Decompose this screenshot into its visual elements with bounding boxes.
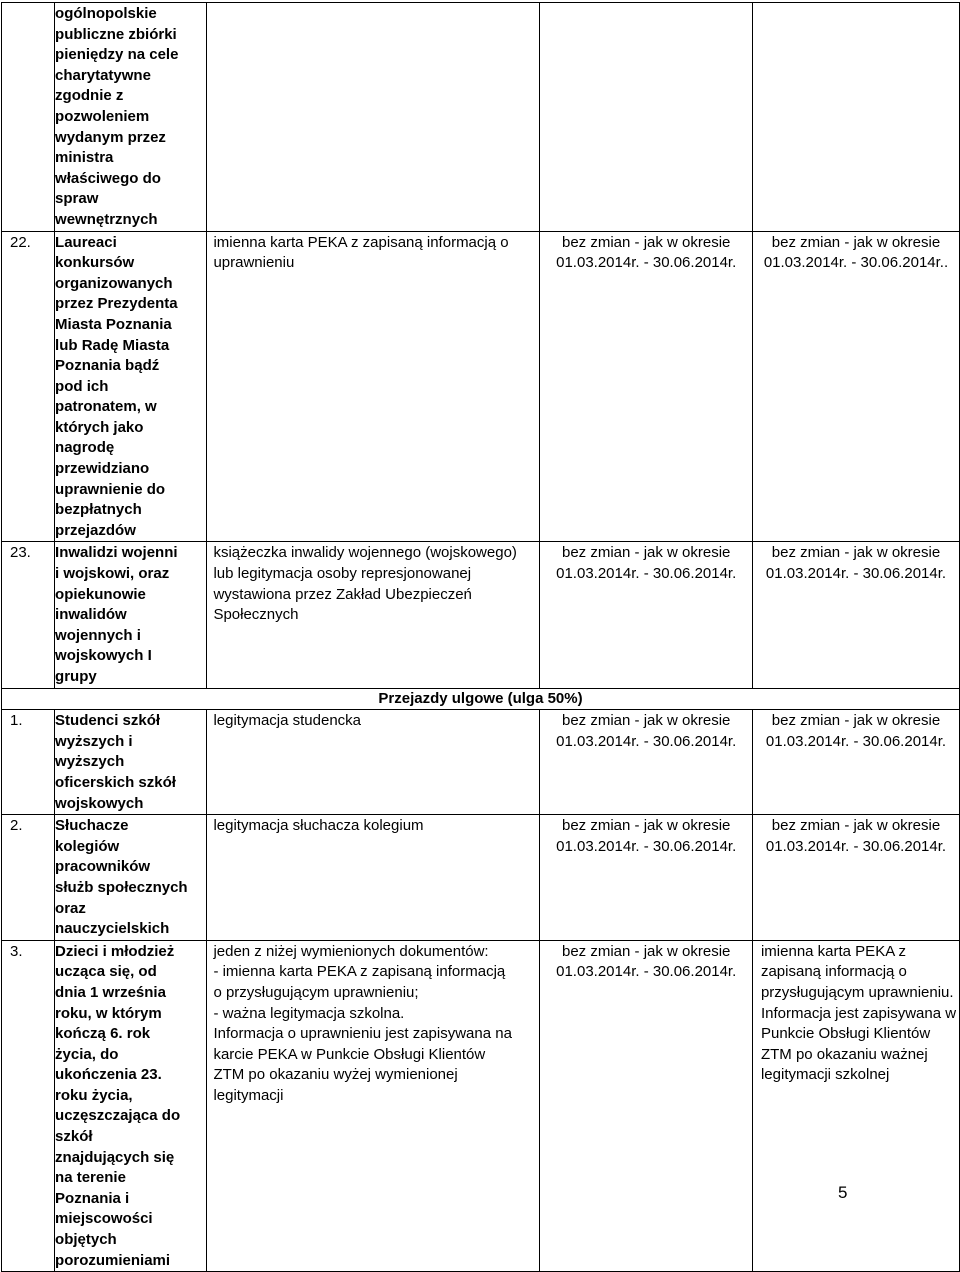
category-text: Laureaci konkursów organizowanych przez Prezydenta Miasta Poznania lub Radę Miasta Poznania bądź pod ich patronatem, w których jako nagrodę przewidziano uprawnienie do bezpłatnych przejazdów [55, 233, 178, 539]
table-row [2, 3, 960, 232]
period-cell [540, 710, 753, 815]
document-text: legitymacja słuchacza kolegium [213, 817, 424, 835]
category-cell [55, 3, 207, 232]
table-row [2, 940, 960, 1272]
category-text: Inwalidzi wojenni i wojskowi, oraz opiekunowie inwalidów wojennych i wojskowych I grupy [55, 544, 178, 685]
period2-text: imienna karta PEKA z zapisaną informacją o przysługującym uprawnieniu. Informacja jest zapisywana w Punkcie Obsługi Klientów ZTM po okazaniu ważnej legitymacji szkolnej [760, 942, 957, 1084]
page-number: 5 [838, 1183, 848, 1202]
row-number: 1. [2, 710, 55, 815]
document-text: książeczka inwalidy wojennego (wojskowego) lub legitymacja osoby represjonowanej wystawiona przez Zakład Ubezpieczeń Społecznych [213, 544, 517, 624]
section-title: Przejazdy ulgowe (ulga 50%) [2, 688, 960, 710]
category-text: Studenci szkół wyższych i wyższych oficerskich szkół wojskowych [55, 712, 176, 812]
category-text: ogólnopolskie publiczne zbiórki pieniędzy na cele charytatywne zgodnie z pozwoleniem wydanym przez ministra właściwego do spraw wewnętrznych [55, 5, 179, 228]
category-cell [55, 710, 207, 815]
row-number: 23. [2, 542, 55, 688]
document-text: imienna karta PEKA z zapisaną informacją o uprawnieniu [213, 233, 509, 272]
category-text: Dzieci i młodzież ucząca się, od dnia 1 września roku, w którym kończą 6. rok życia, do ukończenia 23. roku życia, uczęszczająca do szkół znajdujących się na terenie Poznania i miejscowości objętych porozumieniami [55, 942, 181, 1269]
period-text: bez zmian - jak w okresie 01.03.2014r. - 30.06.2014r. [556, 233, 737, 272]
period-cell [540, 940, 753, 1272]
period-cell [540, 815, 753, 941]
period2-text: bez zmian - jak w okresie 01.03.2014r. - 30.06.2014r.. [763, 233, 949, 272]
period-cell [540, 3, 753, 232]
row-number: 3. [2, 940, 55, 1272]
document-line: - ważna legitymacja szkolna. [213, 1004, 405, 1022]
period-text: bez zmian - jak w okresie 01.03.2014r. - 30.06.2014r. [556, 817, 737, 855]
period2-cell [752, 231, 959, 542]
period2-cell [752, 542, 959, 688]
document-cell [207, 815, 540, 941]
document-cell [207, 542, 540, 688]
document-cell [207, 710, 540, 815]
row-number [2, 3, 55, 232]
category-text: Słuchacze kolegiów pracowników służb społecznych oraz nauczycielskich [55, 817, 188, 938]
document-line: Informacja o uprawnieniu jest zapisywana na karcie PEKA w Punkcie Obsługi Klientów ZTM po okazaniu wyżej wymienionej legitymacji [213, 1025, 512, 1104]
document-cell [207, 3, 540, 232]
document-cell [207, 940, 540, 1272]
tariff-table [1, 2, 960, 1272]
period-cell [540, 542, 753, 688]
period-text: bez zmian - jak w okresie 01.03.2014r. - 30.06.2014r. [556, 942, 737, 981]
period-text: bez zmian - jak w okresie 01.03.2014r. - 30.06.2014r. [556, 712, 737, 750]
category-cell [55, 231, 207, 542]
period2-text: bez zmian - jak w okresie 01.03.2014r. - 30.06.2014r. [765, 712, 947, 750]
table-row [2, 542, 960, 688]
document-line: - imienna karta PEKA z zapisaną informacją o przysługującym uprawnieniu; [213, 963, 506, 1001]
period2-cell [752, 3, 959, 232]
document-cell [207, 231, 540, 542]
period2-text: bez zmian - jak w okresie 01.03.2014r. - 30.06.2014r. [765, 544, 947, 583]
table-row [2, 710, 960, 815]
table-row [2, 231, 960, 542]
section-header-row [2, 688, 960, 710]
period2-cell [752, 940, 959, 1272]
row-number: 22. [2, 231, 55, 542]
row-number: 2. [2, 815, 55, 941]
period-text: bez zmian - jak w okresie 01.03.2014r. - 30.06.2014r. [556, 544, 737, 583]
category-cell [55, 815, 207, 941]
category-cell [55, 542, 207, 688]
category-cell [55, 940, 207, 1272]
document-text: legitymacja studencka [213, 712, 362, 730]
period2-cell [752, 815, 959, 941]
period-cell [540, 231, 753, 542]
document-line: jeden z niżej wymienionych dokumentów: [213, 942, 489, 960]
table-row [2, 815, 960, 941]
period2-cell [752, 710, 959, 815]
period2-text: bez zmian - jak w okresie 01.03.2014r. - 30.06.2014r. [765, 817, 947, 855]
